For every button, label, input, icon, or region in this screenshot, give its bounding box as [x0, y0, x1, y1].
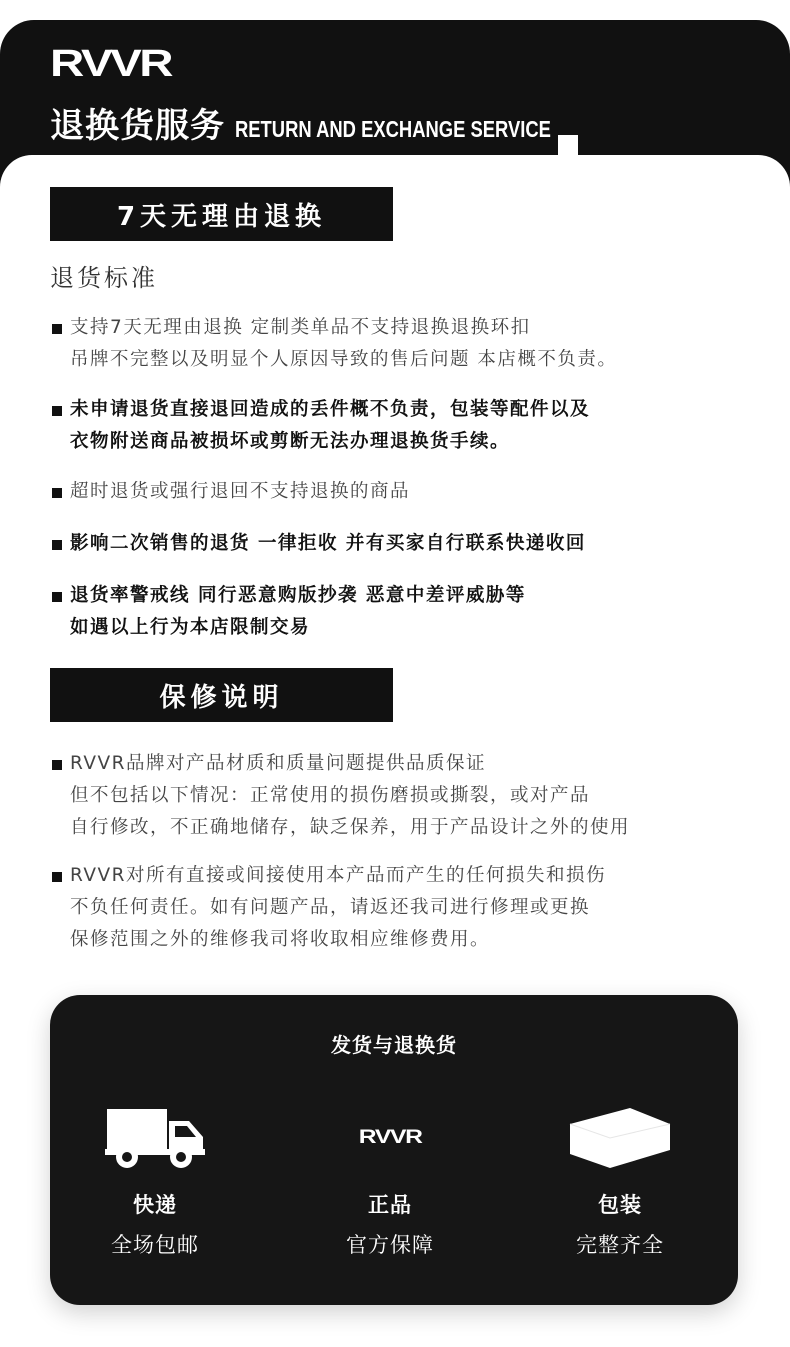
return-standard-heading: 退货标准 — [50, 264, 158, 292]
brand-logo-icon: RVVR — [358, 1126, 422, 1148]
return-item-5: 退货率警戒线 同行恶意购版抄袭 恶意中差评威胁等 如遇以上行为本店限制交易 — [50, 580, 770, 644]
warranty-item-1: RVVR品牌对产品材质和质量问题提供品质保证 但不包括以下情况：正常使用的损伤磨损或撕裂，或对产品 自行修改，不正确地储存，缺乏保养，用于产品设计之外的使用 — [50, 748, 770, 844]
feature-package — [520, 1100, 720, 1259]
square-bullet-icon — [52, 592, 62, 602]
feature-genuine-sub: 官方保障 — [346, 1233, 434, 1257]
page-title — [50, 98, 630, 147]
page-title-en: RETURN AND EXCHANGE SERVICE — [235, 116, 551, 142]
return-item-2: 未申请退货直接退回造成的丢件概不负责，包装等配件以及 衣物附送商品被损坏或剪断无法办理退换货手续。 — [50, 394, 770, 458]
feature-package-label: 包装 — [598, 1193, 642, 1217]
square-bullet-icon — [52, 540, 62, 550]
return-item-3: 超时退货或强行退回不支持退换的商品 — [50, 476, 770, 508]
return-item-1: 支持7天无理由退换 定制类单品不支持退换退换环扣 吊牌不完整以及明显个人原因导致的售后问题 本店概不负责。 — [50, 312, 770, 376]
feature-express-label: 快递 — [133, 1193, 177, 1217]
truck-icon — [55, 1100, 255, 1175]
page-title-cn: 退换货服务 — [50, 106, 225, 146]
shipping-card — [50, 995, 738, 1305]
box-icon — [520, 1100, 720, 1175]
feature-express — [55, 1100, 255, 1259]
shipping-card-title: 发货与退换货 — [331, 1033, 457, 1057]
feature-express-sub: 全场包邮 — [111, 1233, 199, 1257]
brand-logo: RVVR — [50, 43, 172, 85]
feature-genuine-label: 正品 — [368, 1193, 412, 1217]
return-item-4: 影响二次销售的退货 一律拒收 并有买家自行联系快递收回 — [50, 528, 770, 560]
square-bullet-icon — [52, 324, 62, 334]
warranty-item-2: RVVR对所有直接或间接使用本产品而产生的任何损失和损伤 不负任何责任。如有问题产品，请返还我司进行修理或更换 保修范围之外的维修我司将收取相应维修费用。 — [50, 860, 770, 956]
title-square-icon — [558, 135, 578, 155]
square-bullet-icon — [52, 760, 62, 770]
feature-package-sub: 完整齐全 — [576, 1233, 664, 1257]
return-section-tag: 7天无理由退换 — [50, 187, 393, 241]
warranty-section-tag: 保修说明 — [50, 668, 393, 722]
square-bullet-icon — [52, 406, 62, 416]
feature-genuine — [290, 1100, 490, 1259]
square-bullet-icon — [52, 488, 62, 498]
square-bullet-icon — [52, 872, 62, 882]
